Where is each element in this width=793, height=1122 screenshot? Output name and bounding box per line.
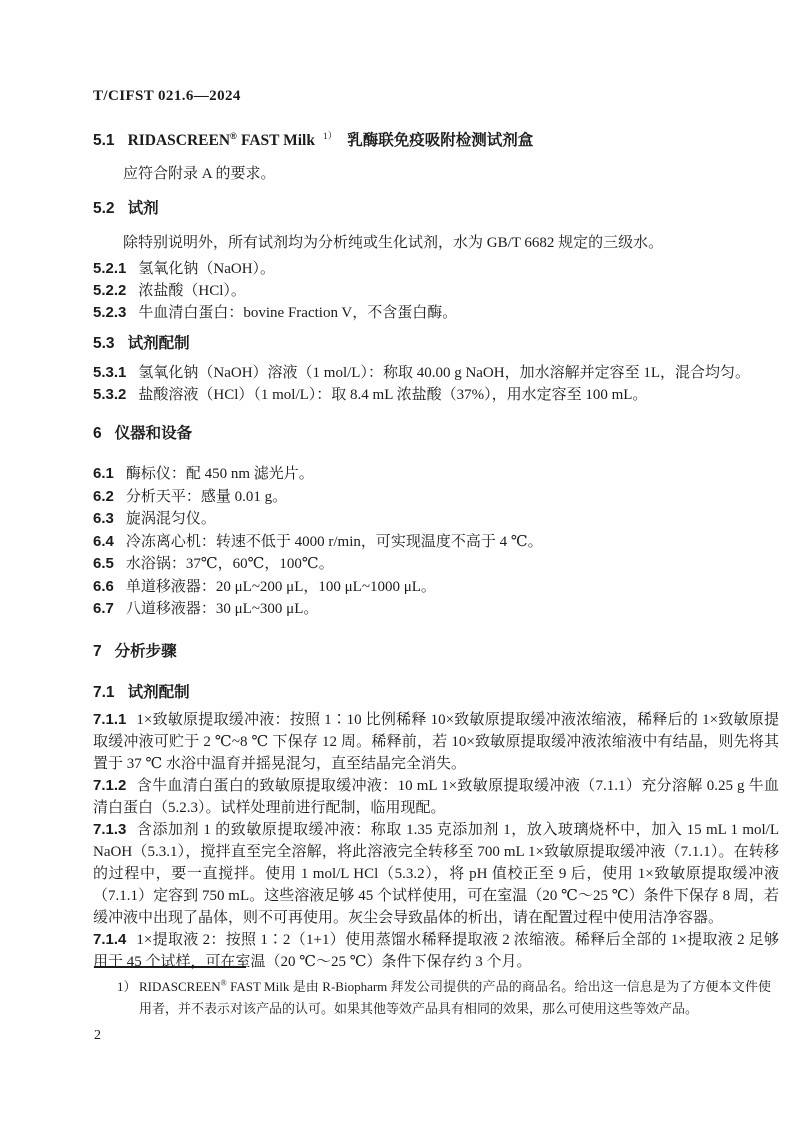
clause-item	[93, 598, 779, 621]
doc-code: T/CIFST 021.6—2024	[93, 88, 241, 104]
clause-item	[93, 362, 779, 384]
brand-name: RIDASCREEN	[139, 979, 221, 994]
clause-heading-5-1	[93, 131, 779, 151]
clause-number: 5.3.1	[93, 364, 127, 381]
clause-text: 八道移液器：30 μL~300 μL。	[125, 601, 319, 617]
clause-text: 酶标仪：配 450 nm 滤光片。	[125, 466, 314, 482]
chapter-title: 分析步骤	[114, 642, 177, 660]
clause-text: 1×致敏原提取缓冲液：按照 1∶10 比例稀释 10×致敏原提取缓冲液浓缩液，稀释后的 1×致敏原提取缓冲液可贮于 2 ℃~8 ℃ 下保存 12 周。稀释前，若 10×致敏原提取缓冲液浓缩液中有结晶，则先将其置于 37 ℃ 水浴中温育并摇晃混匀，直至结晶完全消失。	[93, 711, 779, 772]
page-content	[93, 0, 779, 973]
clause-item	[93, 508, 779, 531]
clause-heading-5-2	[93, 199, 779, 219]
clause-heading-5-3	[93, 334, 779, 354]
clause-text: 旋涡混匀仪。	[125, 511, 216, 527]
clause-number: 7.1	[93, 683, 115, 701]
clause-item	[93, 486, 779, 509]
clause-title: 试剂配制	[127, 335, 190, 352]
clause-paragraph	[93, 709, 779, 775]
chapter-number: 7	[93, 642, 102, 660]
clause-number: 7.1.1	[93, 710, 127, 728]
footnote-text	[139, 976, 771, 1020]
clause-number: 7.1.4	[93, 930, 127, 948]
clause-item	[93, 384, 779, 406]
footnote-item	[93, 976, 771, 1020]
clause-text: 1×提取液 2：按照 1∶2（1+1）使用蒸馏水稀释提取液 2 浓缩液。稀释后全部的 1×提取液 2 足够用于 45 个试样，可在室温（20 ℃～25 ℃）条件下保存约 3 个月。	[93, 931, 779, 970]
clause-title: 乳酶联免疫吸附检测试剂盒	[347, 132, 534, 149]
chapter-heading-6	[93, 424, 779, 444]
clause-number: 5.3.2	[93, 386, 127, 403]
footnote-area	[93, 966, 771, 1020]
clause-number: 5.2.1	[93, 260, 127, 277]
footnote-reference: 1）	[322, 131, 338, 142]
brand-name: RIDASCREEN	[127, 132, 231, 149]
chapter-number: 6	[93, 425, 102, 442]
clause-item	[93, 553, 779, 576]
clause-text: 盐酸溶液（HCl）（1 mol/L）：取 8.4 mL 浓盐酸（37%），用水定容至 100 mL。	[138, 387, 648, 403]
clause-number: 6.7	[93, 600, 114, 617]
chapter-heading-7	[93, 642, 779, 662]
page-number: 2	[94, 1028, 101, 1043]
clause-title: 试剂配制	[127, 683, 190, 701]
clause-number: 7.1.2	[93, 776, 127, 794]
clause-item	[93, 463, 779, 486]
clause-item	[93, 576, 779, 599]
clause-text: 水浴锅：37℃，60℃，100℃。	[125, 556, 334, 572]
registered-trademark-mark: ®	[220, 978, 227, 988]
clause-text: 氢氧化钠（NaOH）溶液（1 mol/L）：称取 40.00 g NaOH，加水溶解并定容至 1L，混合均匀。	[138, 365, 751, 381]
product-name: FAST Milk	[241, 132, 315, 149]
clause-text: 牛血清白蛋白：bovine Fraction V，不含蛋白酶。	[138, 305, 458, 321]
footnote-separator-rule	[94, 966, 246, 968]
clause-number: 6.1	[93, 465, 114, 482]
clause-item	[93, 258, 779, 280]
clause-title: 试剂	[127, 200, 159, 217]
clause-text: 氢氧化钠（NaOH）。	[138, 261, 276, 277]
footnote-body-text: FAST Milk 是由 R-Biopharm 拜发公司提供的产品的商品名。给出这一信息是为了方便本文件使用者，并不表示对该产品的认可。如果其他等效产品具有相同的效果，那么可使用这些等效产品。	[139, 979, 771, 1016]
clause-number: 7.1.3	[93, 820, 127, 838]
clause-text: 浓盐酸（HCl）。	[138, 283, 246, 299]
footnote-marker: 1）	[117, 979, 137, 994]
clause-number: 6.3	[93, 510, 114, 527]
clause-item	[93, 302, 779, 324]
clause-body-5-1: 应符合附录 A 的要求。	[123, 166, 276, 182]
clause-number: 6.2	[93, 487, 114, 505]
clause-text: 含牛血清白蛋白的致敏原提取缓冲液：10 mL 1×致敏原提取缓冲液（7.1.1）充分溶解 0.25 g 牛血清白蛋白（5.2.3）。试样处理前进行配制，临用现配。	[93, 777, 779, 816]
clause-number: 5.3	[93, 335, 115, 352]
clause-number: 6.4	[93, 532, 114, 550]
clause-item	[93, 280, 779, 302]
clause-heading-7-1	[93, 683, 779, 703]
clause-number: 6.5	[93, 555, 114, 572]
clause-text: 单道移液器：20 μL~200 μL，100 μL~1000 μL。	[125, 578, 436, 595]
clause-number: 5.2.3	[93, 304, 127, 321]
clause-paragraph	[93, 775, 779, 819]
clause-text: 含添加剂 1 的致敏原提取缓冲液：称取 1.35 克添加剂 1，放入玻璃烧杯中，加入 15 mL 1 mol/L NaOH（5.3.1），搅拌直至完全溶解，将此溶液完全转移至 700 mL 1×致敏原提取缓冲液（7.1.1）。在转移的过程中，要一直搅拌。使用 1 mol/L HCl（5.3.2），将 pH 值校正至 9 后，使用 1×致敏原提取缓冲液（7.1.1）定容到 750 mL。这些溶液足够 45 个试样使用，可在室温（20 ℃～25 ℃）条件下保存 8 周，若缓冲液中出现了晶体，则不可再使用。灰尘会导致晶体的析出，请在配置过程中使用洁净容器。	[93, 821, 779, 926]
clause-number: 6.6	[93, 577, 114, 595]
clause-item	[93, 531, 779, 554]
clause-number: 5.1	[93, 132, 115, 149]
clause-number: 5.2.2	[93, 282, 127, 299]
clause-intro-5-2: 除特别说明外，所有试剂均为分析纯或生化试剂，水为 GB/T 6682 规定的三级水。	[123, 235, 664, 251]
chapter-title: 仪器和设备	[114, 425, 193, 442]
clause-number: 5.2	[93, 200, 115, 217]
clause-text: 冷冻离心机：转速不低于 4000 r/min，可实现温度不高于 4 ℃。	[125, 533, 543, 550]
clause-text: 分析天平：感量 0.01 g。	[125, 488, 288, 505]
registered-trademark-mark: ®	[230, 130, 237, 141]
clause-paragraph	[93, 819, 779, 929]
